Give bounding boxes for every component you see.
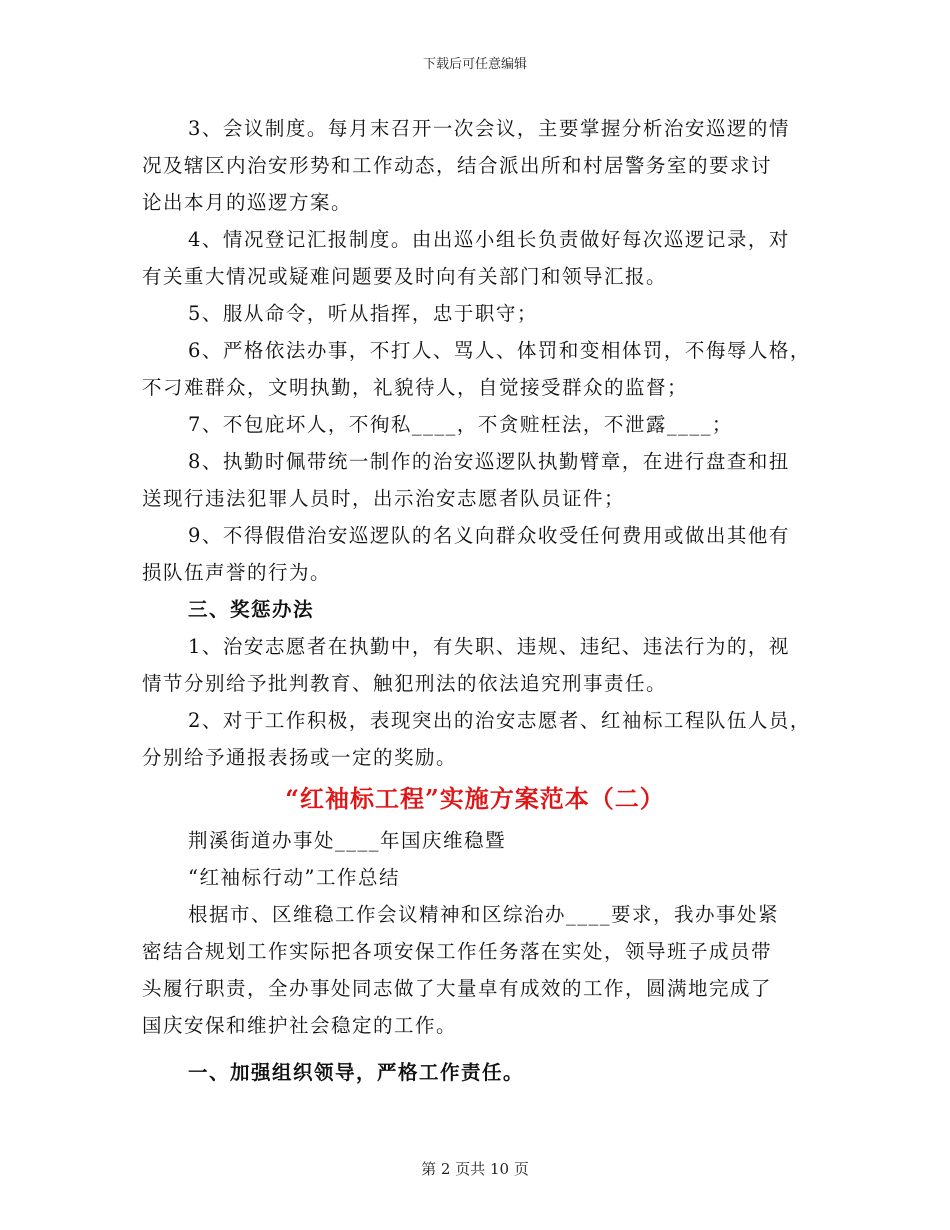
document-body <box>142 108 814 1091</box>
page-footer: 第 2 页共 10 页 <box>421 1160 529 1178</box>
item-8-line-1: 8、执勤时佩带统一制作的治安巡逻队执勤臂章，在进行盘查和扭 <box>188 450 790 473</box>
body-line-2: 密结合规划工作实际把各项安保工作任务落在实处，领导班子成员带 <box>142 940 773 963</box>
item-3-line-1: 3、会议制度。每月末召开一次会议，主要掌握分析治安巡逻的情 <box>188 117 790 140</box>
body-line-1: 根据市、区维稳工作会议精神和区综治办____要求，我办事处紧 <box>188 903 780 926</box>
item-4-line-1: 4、情况登记汇报制度。由出巡小组长负责做好每次巡逻记录，对 <box>188 228 790 251</box>
item-9-line-2: 损队伍声誉的行为。 <box>142 561 332 584</box>
subtitle-line-2: “红袖标行动”工作总结 <box>188 866 400 889</box>
document-title: “红袖标工程”实施方案范本（二） <box>285 784 665 813</box>
item-3-line-3: 论出本月的巡逻方案。 <box>142 191 353 214</box>
item-4-line-2: 有关重大情况或疑难问题要及时向有关部门和领导汇报。 <box>142 265 668 288</box>
item-3-line-2: 况及辖区内治安形势和工作动态，结合派出所和村居警务室的要求讨 <box>142 154 773 177</box>
page-header: 下载后可任意编辑 <box>422 57 527 72</box>
item-7-line-1: 7、不包庇坏人，不徇私____，不贪赃枉法，不泄露____； <box>188 413 733 436</box>
item-8-line-2: 送现行违法犯罪人员时，出示治安志愿者队员证件； <box>142 487 626 510</box>
section-3-heading: 三、奖惩办法 <box>188 598 315 621</box>
item-6-line-2: 不刁难群众，文明执勤，礼貌待人，自觉接受群众的监督； <box>142 376 689 399</box>
reward-item-1-line-1: 1、治安志愿者在执勤中，有失职、违规、违纪、违法行为的，视 <box>188 635 790 658</box>
reward-item-2-line-1: 2、对于工作积极，表现突出的治安志愿者、红袖标工程队伍人员， <box>188 709 811 732</box>
item-6-line-1: 6、严格依法办事，不打人、骂人、体罚和变相体罚，不侮辱人格， <box>188 339 811 362</box>
item-9-line-1: 9、不得假借治安巡逻队的名义向群众收受任何费用或做出其他有 <box>188 524 790 547</box>
reward-item-1-line-2: 情节分别给予批判教育、触犯刑法的依法追究刑事责任。 <box>142 672 668 695</box>
section-1-heading: 一、加强组织领导，严格工作责任。 <box>188 1061 525 1084</box>
subtitle-line-1: 荆溪街道办事处____年国庆维稳暨 <box>188 829 507 852</box>
item-5-line-1: 5、服从命令，听从指挥，忠于职守； <box>188 302 538 325</box>
body-line-4: 国庆安保和维护社会稳定的工作。 <box>142 1014 458 1037</box>
reward-item-2-line-2: 分别给予通报表扬或一定的奖励。 <box>142 746 458 769</box>
body-line-3: 头履行职责，全办事处同志做了大量卓有成效的工作，圆满地完成了 <box>142 977 773 1000</box>
